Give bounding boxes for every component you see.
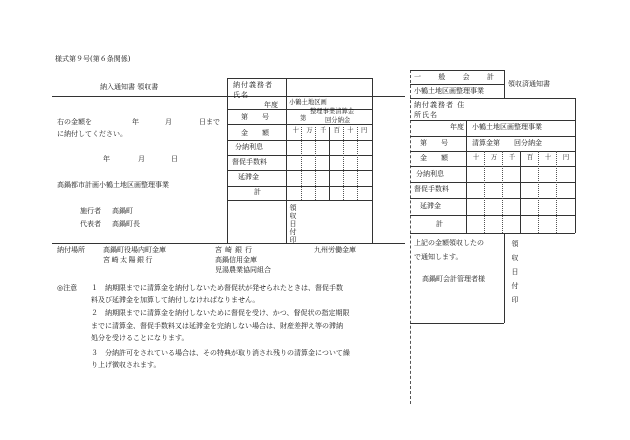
form-title-right: 領収済通知書 bbox=[508, 80, 550, 88]
digit-label: 百 bbox=[333, 127, 340, 134]
payment-place-label: 納付場所 bbox=[57, 246, 85, 254]
digit-divider bbox=[520, 151, 521, 233]
note-line: 処分を受けることになります。 bbox=[91, 334, 189, 342]
right-top-border bbox=[504, 70, 505, 98]
general-account bbox=[414, 74, 500, 81]
general-account-text: 一 般 会 計 bbox=[414, 73, 494, 81]
mid-project-line2: 整理事業清算金 bbox=[310, 108, 355, 115]
right-row-line bbox=[410, 136, 575, 137]
mid-row-line bbox=[227, 186, 372, 187]
digit-divider bbox=[315, 127, 316, 200]
digit-label: 十 bbox=[544, 154, 552, 161]
right-late-label: 延滞金 bbox=[420, 202, 441, 210]
notice-date-month: 月 bbox=[138, 155, 145, 163]
block-top-line bbox=[52, 96, 405, 97]
right-interest-label: 分納利息 bbox=[416, 170, 444, 178]
right-total-label: 計 bbox=[436, 220, 443, 228]
digit-label: 万 bbox=[306, 127, 313, 134]
form-number: 様式第９号(第６条関係) bbox=[55, 55, 131, 63]
mid-number-prefix: 第 bbox=[300, 115, 307, 122]
mid-number-suffix: 回分納金 bbox=[325, 117, 351, 124]
right-row-line bbox=[410, 182, 575, 183]
payment-place-item: 宮崎銀行 bbox=[215, 246, 255, 254]
note-line: 納期限までに清算金を納付しないために督促を受け、かつ、督促状の指定期限 bbox=[105, 309, 350, 317]
mid-right-border bbox=[372, 78, 373, 243]
digit-label: 万 bbox=[490, 154, 498, 161]
digit-divider bbox=[502, 151, 503, 233]
mid-total-label: 計 bbox=[254, 188, 261, 196]
right-year-value: 小鶴土地区画整理事業 bbox=[472, 123, 542, 131]
digit-divider bbox=[329, 127, 330, 200]
digit-label: 十 bbox=[347, 127, 354, 134]
right-receipt-bottom bbox=[410, 323, 504, 324]
right-outer-border bbox=[575, 98, 576, 233]
digit-divider bbox=[484, 151, 485, 233]
executor-label: 施行者 bbox=[80, 207, 101, 215]
digit-label: 十 bbox=[292, 127, 299, 134]
right-row-line bbox=[410, 233, 575, 234]
notice-prefix: 右の金額を bbox=[57, 118, 92, 126]
payment-place-item: 宮崎太陽銀行 bbox=[103, 256, 154, 264]
mid-row-line bbox=[227, 170, 372, 171]
digit-divider bbox=[357, 127, 358, 200]
digit-divider bbox=[538, 151, 539, 233]
note-number: ２ bbox=[91, 309, 98, 317]
mid-fee-label: 督促手数料 bbox=[232, 158, 267, 166]
right-stamp-label: 領収日付印 bbox=[511, 240, 519, 310]
notice-line2: に納付してください。 bbox=[57, 130, 127, 138]
notice-org: 高鍋都市計画小鶴土地区画整理事業 bbox=[57, 181, 169, 189]
mid-row-line bbox=[227, 124, 372, 125]
right-row-line bbox=[410, 166, 575, 167]
note-line: までに清算金、督促手数料又は延滞金を完納しない場合は、財産差押え等の滞納 bbox=[91, 322, 343, 330]
mid-row-line bbox=[227, 155, 372, 156]
rep-value: 高鍋町長 bbox=[112, 220, 140, 228]
note-line: 納期限までに清算金を納付しないため督促状が発せられたときは、督促手数 bbox=[105, 284, 343, 292]
mid-stamp-label: 領収日付印 bbox=[289, 204, 297, 244]
receipt-to: 高鍋町会計管理者様 bbox=[422, 275, 485, 283]
mid-year-label: 年度 bbox=[264, 101, 278, 109]
digit-divider bbox=[301, 127, 302, 200]
payer-label: 納付義務者 氏名 bbox=[233, 81, 273, 99]
payment-place-item: 高鍋町役場内町金庫 bbox=[103, 246, 166, 254]
mid-left-border bbox=[227, 78, 228, 243]
mid-interest-label: 分納利息 bbox=[235, 143, 263, 151]
notice-year: 年 bbox=[132, 118, 139, 126]
digit-divider bbox=[556, 151, 557, 233]
receipt-line2: で通知します。 bbox=[414, 253, 463, 261]
right-row-line bbox=[410, 120, 575, 121]
right-payer-label: 納付義務者 住所氏名 bbox=[414, 101, 466, 119]
digit-label: 千 bbox=[319, 127, 327, 134]
mid-top-line bbox=[227, 78, 372, 79]
right-number-label: 第 号 bbox=[420, 139, 448, 147]
right-row-line bbox=[410, 98, 575, 99]
block-bottom-line bbox=[52, 243, 405, 244]
mid-row-line bbox=[227, 140, 372, 141]
mid-label-border bbox=[286, 78, 287, 243]
note-number: ３ bbox=[91, 349, 98, 357]
form-title-left: 納入通知書 領収書 bbox=[100, 83, 159, 91]
right-row-line bbox=[410, 215, 575, 216]
mid-amount-label: 金 額 bbox=[241, 129, 269, 137]
digit-divider bbox=[343, 127, 344, 200]
digit-label: 百 bbox=[526, 154, 534, 161]
right-project: 小鶴土地区画整理事業 bbox=[414, 87, 484, 95]
digit-label: 十 bbox=[472, 154, 480, 161]
notice-day-until: 日まで bbox=[199, 118, 220, 126]
mid-late-label: 延滞金 bbox=[238, 173, 259, 181]
right-row-line bbox=[410, 84, 504, 85]
digit-label: 円 bbox=[360, 127, 368, 134]
right-label-border bbox=[466, 120, 467, 233]
right-fee-label: 督促手数料 bbox=[414, 185, 449, 193]
rep-label: 代表者 bbox=[80, 220, 101, 228]
right-receipt-border bbox=[504, 233, 505, 323]
mid-row-line bbox=[227, 200, 372, 201]
right-row-line bbox=[410, 151, 575, 152]
digit-label: 千 bbox=[508, 154, 516, 161]
payment-place-item: 九州労働金庫 bbox=[314, 246, 356, 254]
note-line: 料及び延滞金を加算して納付しなければなりません。 bbox=[91, 296, 260, 304]
note-number: １ bbox=[91, 284, 98, 292]
payment-place-item: 児湯農業協同組合 bbox=[215, 266, 271, 274]
digit-label: 円 bbox=[562, 154, 570, 161]
right-number-value: 清算金第 回分納金 bbox=[472, 139, 542, 147]
executor-value: 高鍋町 bbox=[112, 207, 133, 215]
notice-date-year: 年 bbox=[103, 155, 110, 163]
right-amount-label: 金 額 bbox=[420, 154, 448, 162]
notice-date-day: 日 bbox=[171, 155, 178, 163]
right-row-line bbox=[410, 198, 575, 199]
mid-project-line1: 小鶴土地区画 bbox=[289, 99, 327, 106]
mid-number-label: 第 号 bbox=[241, 113, 269, 121]
notice-month: 月 bbox=[165, 118, 172, 126]
notes-heading: ◎注意 bbox=[57, 284, 78, 292]
right-top-line bbox=[410, 70, 504, 71]
payment-place-item: 高鍋信用金庫 bbox=[215, 256, 257, 264]
right-year-label: 年度 bbox=[450, 123, 464, 131]
receipt-line1: 上記の金額領収したの bbox=[414, 239, 484, 247]
note-line: り上げ徴収されます。 bbox=[91, 361, 161, 369]
note-line: 分納許可をされている場合は、その特典が取り消され残りの清算金について繰 bbox=[105, 349, 350, 357]
